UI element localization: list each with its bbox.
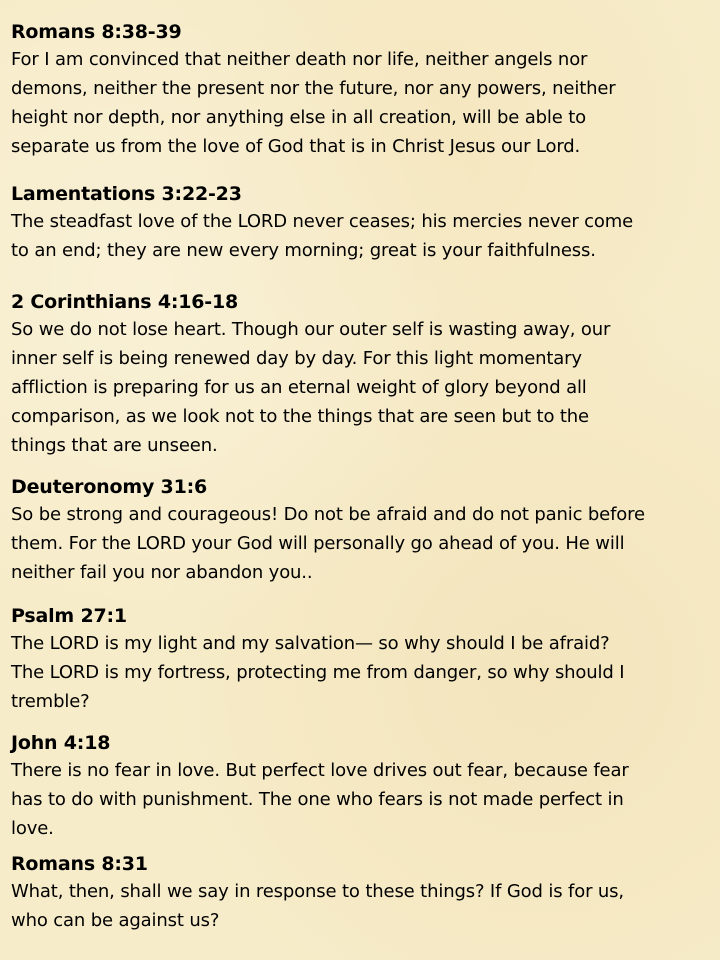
verse-text	[11, 756, 712, 843]
verse-line: There is no fear in love. But perfect love drives out fear, because fear	[11, 760, 629, 781]
verse-line: tremble?	[11, 691, 90, 712]
verse-text	[11, 629, 712, 716]
verse-block	[11, 181, 712, 265]
verse-line: affliction is preparing for us an eternal weight of glory beyond all	[11, 377, 587, 398]
verse-reference: Romans 8:38-39	[11, 21, 182, 43]
verse-line: For I am convinced that neither death nor life, neither angels nor	[11, 49, 588, 70]
verse-line: neither fail you nor abandon you..	[11, 562, 313, 583]
verse-line: The LORD is my light and my salvation— so why should I be afraid?	[11, 633, 610, 654]
verse-reference: Deuteronomy 31:6	[11, 476, 208, 498]
verse-line: inner self is being renewed day by day. For this light momentary	[11, 348, 582, 369]
verse-line: love.	[11, 818, 54, 839]
verse-line: demons, neither the present nor the future, nor any powers, neither	[11, 78, 616, 99]
verse-block	[11, 851, 712, 935]
verse-text	[11, 315, 712, 460]
verse-line: So be strong and courageous! Do not be afraid and do not panic before	[11, 504, 645, 525]
verse-line: So we do not lose heart. Though our outer self is wasting away, our	[11, 319, 611, 340]
verse-line: to an end; they are new every morning; great is your faithfulness.	[11, 240, 596, 261]
verse-text	[11, 207, 712, 265]
verse-reference: Lamentations 3:22-23	[11, 183, 242, 205]
verse-reference: Romans 8:31	[11, 853, 148, 875]
verse-text	[11, 45, 712, 161]
verse-text	[11, 500, 712, 587]
verse-line: comparison, as we look not to the things that are seen but to the	[11, 406, 589, 427]
verse-reference: John 4:18	[11, 732, 111, 754]
verse-block	[11, 289, 712, 460]
verse-block	[11, 603, 712, 716]
verse-line: The steadfast love of the LORD never ceases; his mercies never come	[11, 211, 634, 232]
verse-block	[11, 474, 712, 587]
verse-reference: Psalm 27:1	[11, 605, 127, 627]
verse-line: separate us from the love of God that is in Christ Jesus our Lord.	[11, 136, 581, 157]
verse-line: has to do with punishment. The one who fears is not made perfect in	[11, 789, 624, 810]
verse-line: them. For the LORD your God will personally go ahead of you. He will	[11, 533, 625, 554]
verse-line: height nor depth, nor anything else in all creation, will be able to	[11, 107, 586, 128]
verse-block	[11, 730, 712, 843]
verse-reference: 2 Corinthians 4:16-18	[11, 291, 239, 313]
verse-line: who can be against us?	[11, 910, 220, 931]
verse-line: What, then, shall we say in response to these things? If God is for us,	[11, 881, 624, 902]
verse-line: The LORD is my fortress, protecting me from danger, so why should I	[11, 662, 625, 683]
verse-block	[11, 19, 712, 161]
verse-text	[11, 877, 712, 935]
verse-line: things that are unseen.	[11, 435, 218, 456]
